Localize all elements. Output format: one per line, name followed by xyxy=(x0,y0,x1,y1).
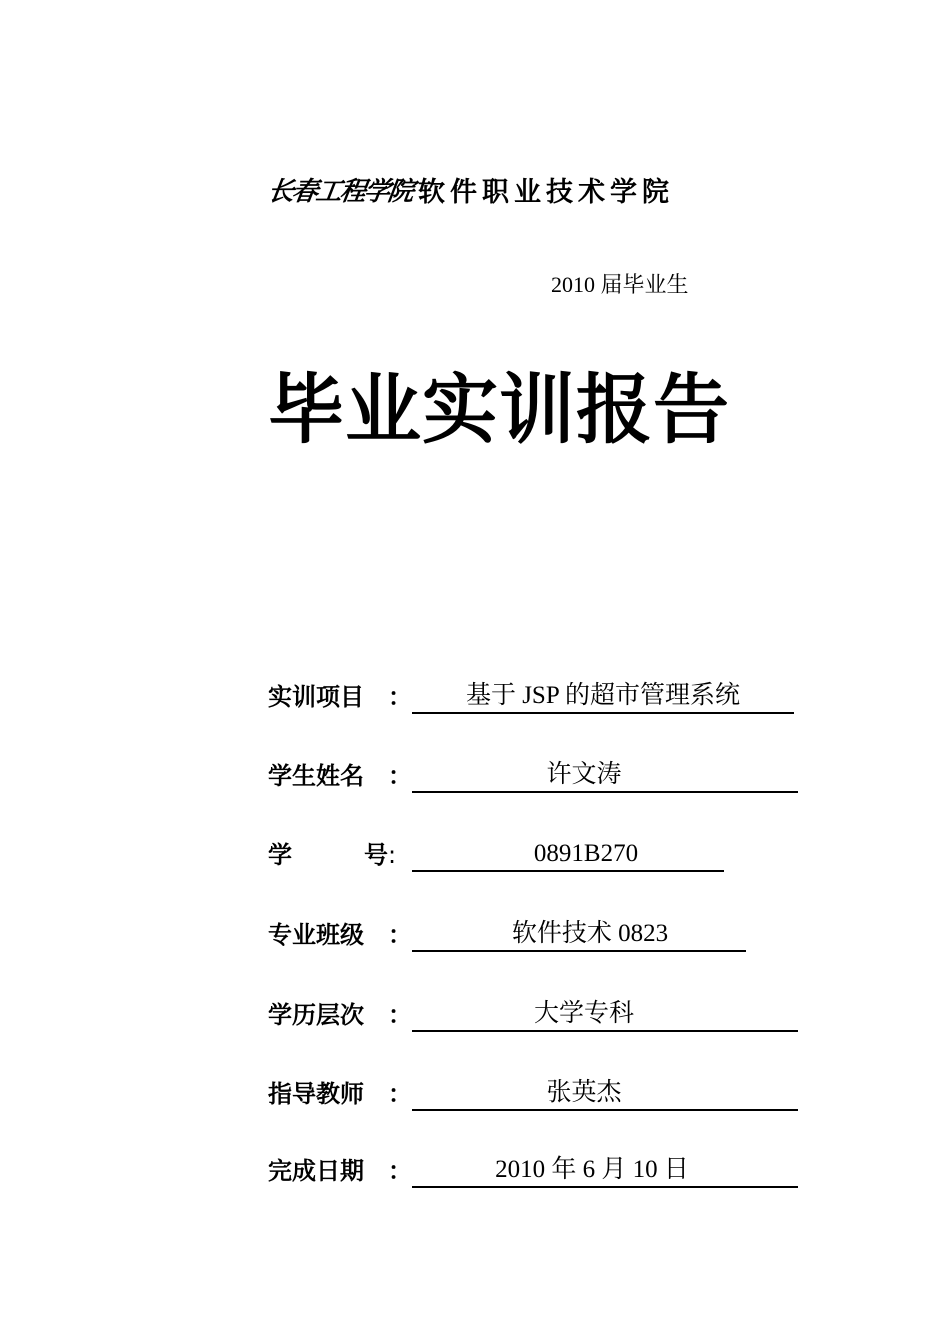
field-student-name xyxy=(268,759,798,793)
education-value: 大学专科 xyxy=(412,998,798,1032)
completion-date-value: 2010 年 6 月 10 日 xyxy=(412,1154,798,1188)
field-project xyxy=(268,680,794,714)
field-label: 专业班级 ： xyxy=(268,921,412,949)
field-label: 实训项目 ： xyxy=(268,683,412,711)
university-logo: 长春工程学院 xyxy=(265,177,415,207)
field-education xyxy=(268,998,798,1032)
field-label: 学生姓名 ： xyxy=(268,762,412,790)
field-advisor xyxy=(268,1077,798,1111)
class-value: 软件技术 0823 xyxy=(412,918,746,952)
graduation-year: 2010 届毕业生 xyxy=(551,272,689,297)
field-label: 学历层次 ： xyxy=(268,1001,412,1029)
field-label: 学 号 : xyxy=(268,841,397,869)
college-header xyxy=(265,168,675,216)
college-name: 软件职业技术学院 xyxy=(418,176,675,208)
advisor-value: 张英杰 xyxy=(412,1077,798,1111)
student-name-value: 许文涛 xyxy=(412,759,798,793)
student-id-value: 0891B270 xyxy=(412,838,724,872)
field-label: 指导教师 ： xyxy=(268,1080,412,1108)
field-completion-date xyxy=(268,1154,798,1188)
field-student-id xyxy=(268,838,724,872)
report-title: 毕业实训报告 xyxy=(268,365,730,454)
field-label: 完成日期 ： xyxy=(268,1157,412,1185)
field-class xyxy=(268,918,746,952)
project-value: 基于 JSP 的超市管理系统 xyxy=(412,680,794,714)
